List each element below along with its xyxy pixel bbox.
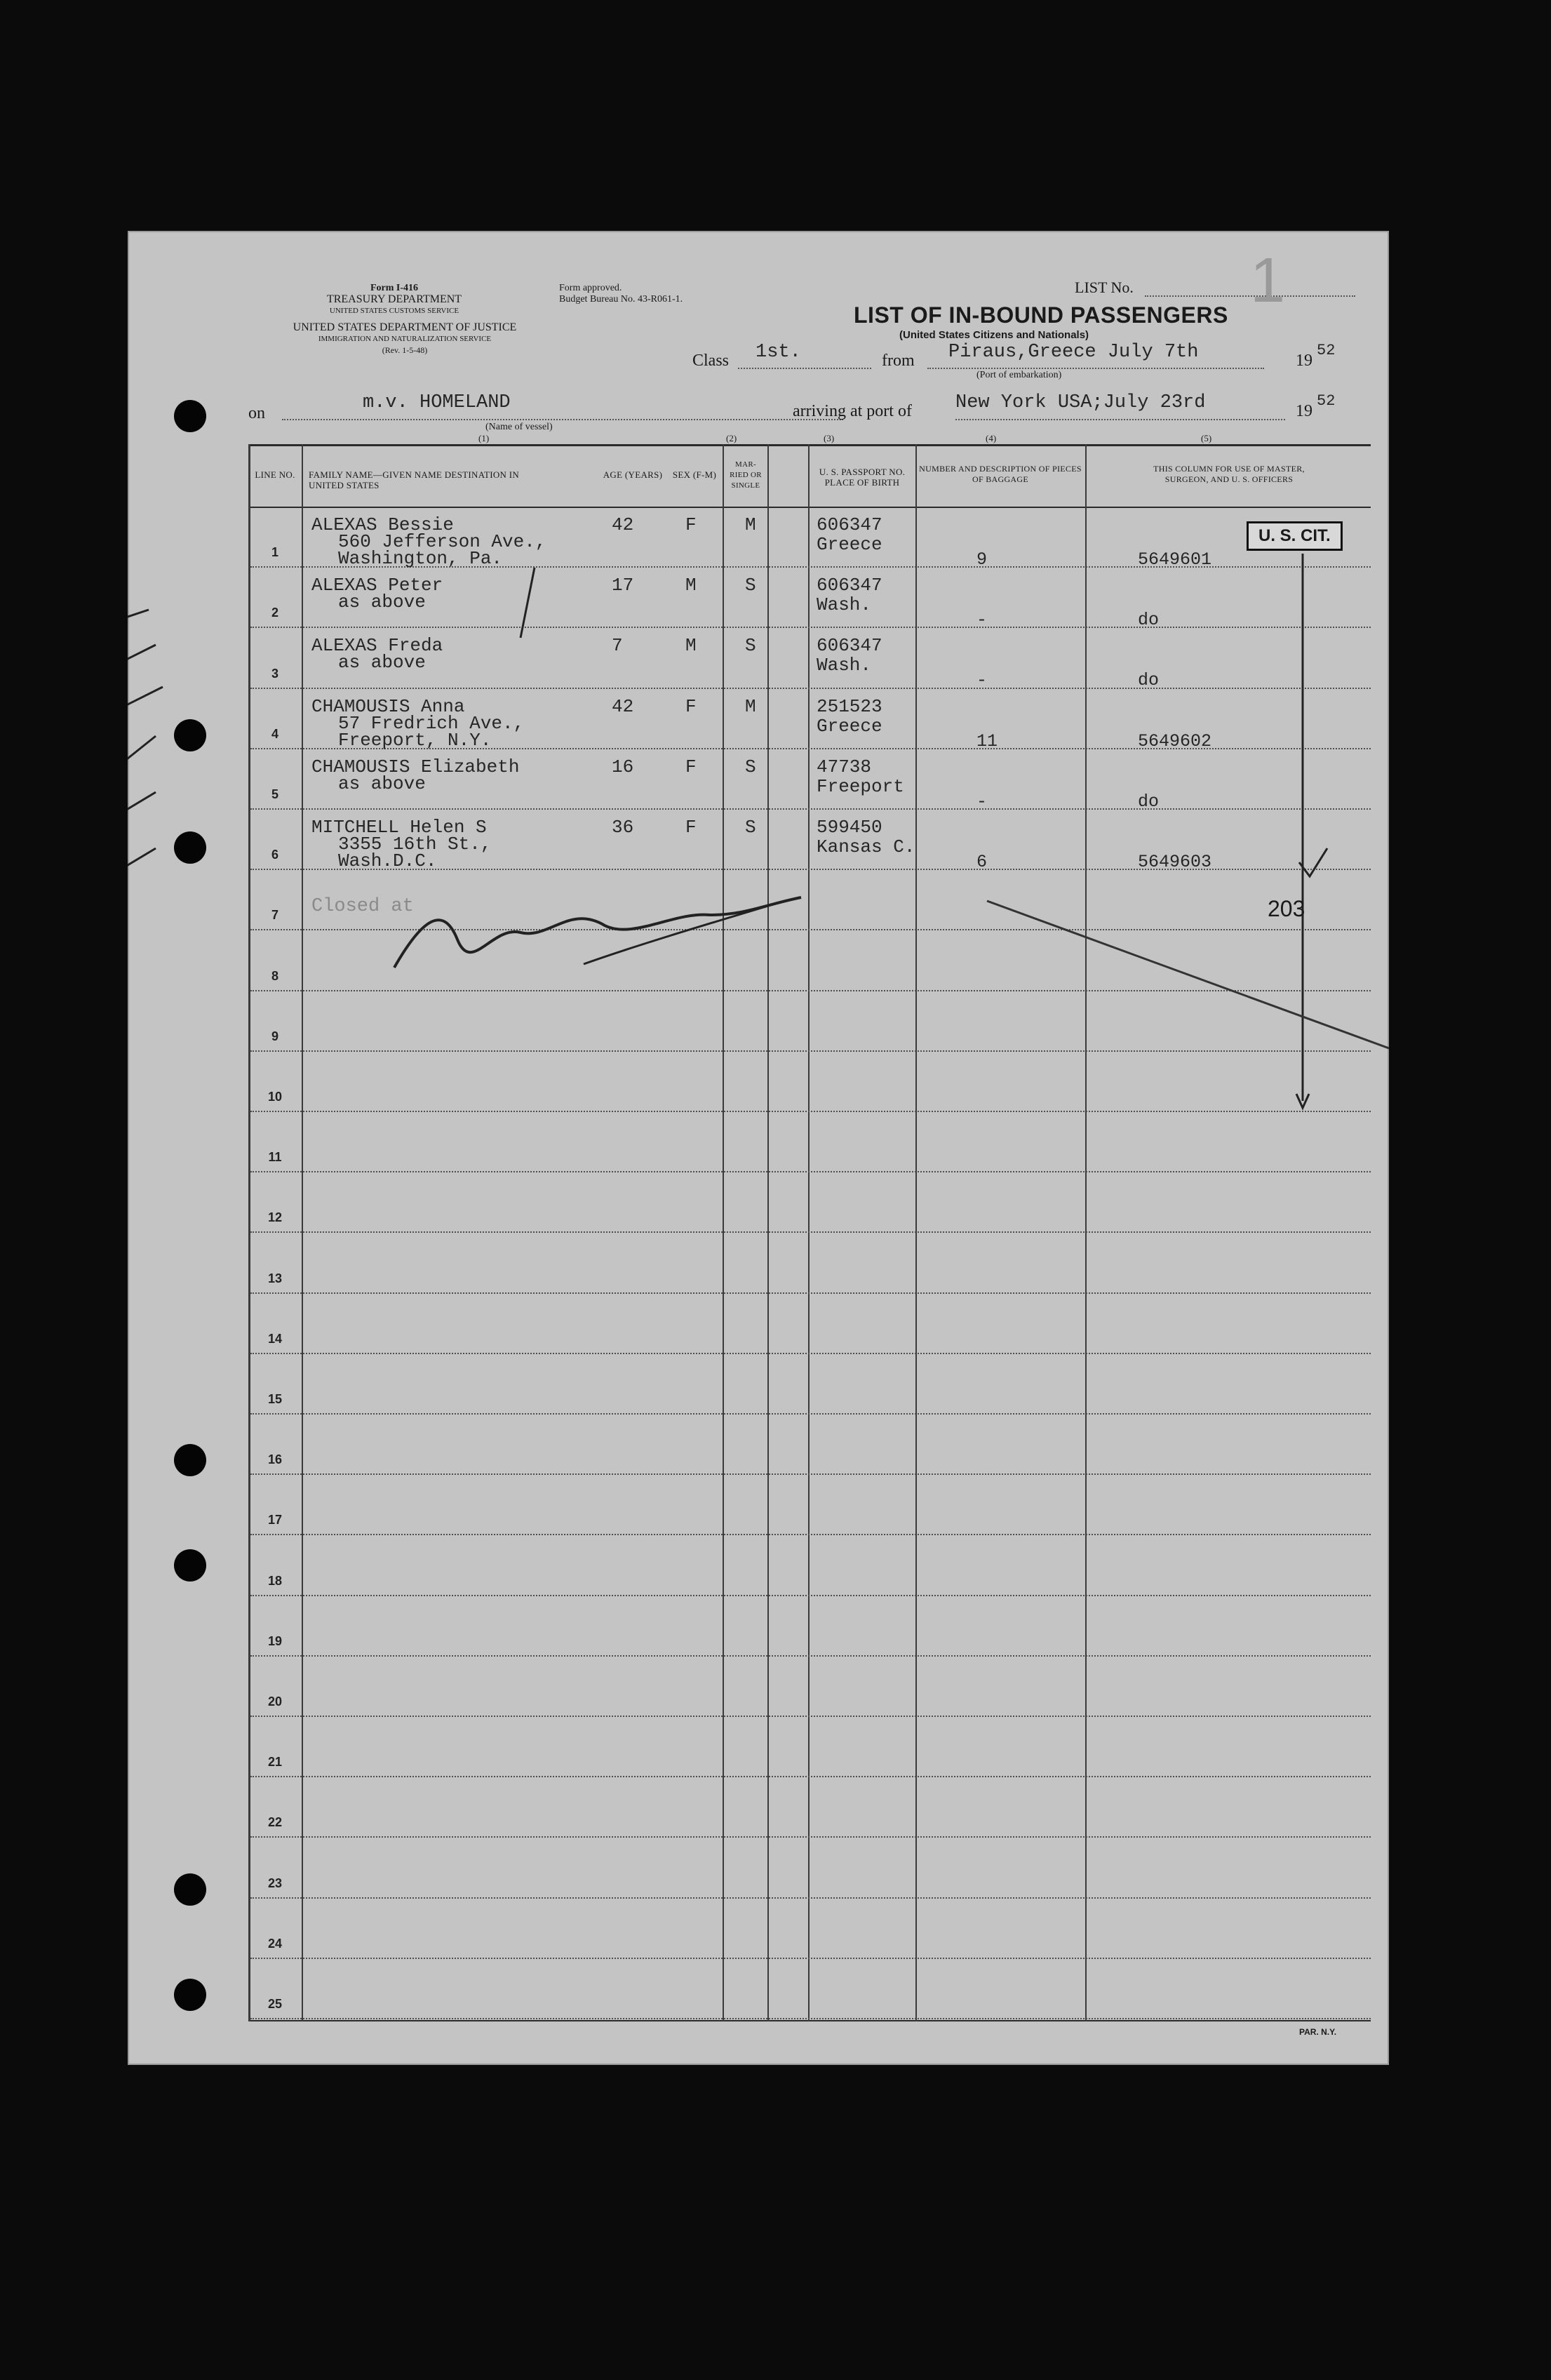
signature-underline xyxy=(584,904,773,964)
passenger-name: MITCHELL Helen S xyxy=(311,817,487,838)
officer-signature xyxy=(394,897,801,968)
line-number: 11 xyxy=(268,1150,282,1164)
officer-note: do xyxy=(1138,670,1160,690)
baggage-count: 6 xyxy=(976,852,988,872)
passenger-name: ALEXAS Freda xyxy=(311,635,443,656)
line-number: 21 xyxy=(267,1755,283,1769)
line-number: 1 xyxy=(271,545,278,559)
line-number: 24 xyxy=(267,1937,283,1951)
passenger-sex: M xyxy=(685,575,697,596)
passenger-age: 42 xyxy=(612,696,634,717)
destination-line-1: 3355 16th St., xyxy=(338,834,492,855)
embarkation-value: Piraus,Greece July 7th xyxy=(948,342,1199,363)
baggage-count: 9 xyxy=(976,549,988,570)
class-label: Class xyxy=(692,352,730,370)
treasury-dept: TREASURY DEPARTMENT xyxy=(326,293,462,305)
passenger-total: 203 xyxy=(1268,896,1305,921)
handwritten-list-number: 1 xyxy=(1250,246,1286,316)
line-number: 9 xyxy=(271,1029,278,1043)
line-number: 13 xyxy=(267,1271,283,1285)
header-sex: SEX (F-M) xyxy=(672,469,717,480)
header-baggage: NUMBER AND DESCRIPTION OF PIECES OF BAGGAGE xyxy=(919,464,1082,484)
passport-number: 606347 xyxy=(817,514,882,535)
baggage-count: - xyxy=(976,791,988,812)
class-value: 1st. xyxy=(756,342,801,363)
handwritten-marks xyxy=(128,231,1389,2065)
officer-note: 5649601 xyxy=(1138,549,1212,570)
line-number: 10 xyxy=(267,1090,283,1104)
revision: (Rev. 1-5-48) xyxy=(382,345,428,355)
passenger-name: CHAMOUSIS Elizabeth xyxy=(311,756,520,777)
header-name: FAMILY NAME—GIVEN NAME DESTINATION IN UNITED STATES xyxy=(309,469,520,490)
col-num-1: (1) xyxy=(478,433,490,443)
destination-line-1: as above xyxy=(338,652,426,673)
binder-hole-7 xyxy=(174,1979,206,2011)
destination-line-2: Wash.D.C. xyxy=(338,850,437,871)
destination-line-2: Freeport, N.Y. xyxy=(338,730,492,751)
year-value: 52 xyxy=(1317,342,1336,359)
passenger-sex: M xyxy=(685,635,697,656)
binder-hole-2 xyxy=(174,719,206,751)
place-of-birth: Greece xyxy=(817,716,882,737)
passenger-sex: F xyxy=(685,696,697,717)
line-number: 25 xyxy=(267,1997,283,2011)
printer-mark: PAR. N.Y. xyxy=(1299,2027,1337,2037)
line-number: 18 xyxy=(267,1574,283,1588)
pen-stroke xyxy=(521,568,535,638)
passenger-age: 17 xyxy=(612,575,634,596)
binder-hole-4 xyxy=(174,1444,206,1476)
line-number: 8 xyxy=(271,969,278,983)
col-num-2: (2) xyxy=(726,433,737,443)
col-num-5: (5) xyxy=(1201,433,1212,443)
line-number: 20 xyxy=(267,1694,283,1709)
col-num-3: (3) xyxy=(824,433,835,443)
check-mark-row6 xyxy=(1299,848,1327,876)
year2-prefix: 19 xyxy=(1296,402,1312,420)
marital-status: S xyxy=(745,635,756,656)
passenger-age: 7 xyxy=(612,635,623,656)
passenger-name: ALEXAS Bessie xyxy=(311,514,454,535)
us-citizen-stamp: U. S. CIT. xyxy=(1247,521,1343,551)
baggage-count: 11 xyxy=(976,731,998,751)
line-number: 22 xyxy=(267,1815,283,1829)
baggage-count: - xyxy=(976,610,988,630)
line-number: 19 xyxy=(267,1634,283,1648)
passenger-sex: F xyxy=(685,756,697,777)
marital-status: M xyxy=(745,696,756,717)
diagonal-cancel-line xyxy=(987,901,1389,1048)
customs-service: UNITED STATES CUSTOMS SERVICE xyxy=(329,307,459,315)
line-number: 2 xyxy=(271,606,278,620)
header-officers: THIS COLUMN FOR USE OF MASTER, SURGEON, AND U. S. OFFICERS xyxy=(1153,464,1305,484)
passenger-age: 16 xyxy=(612,756,634,777)
marital-status: M xyxy=(745,514,756,535)
header-age: AGE (YEARS) xyxy=(603,469,663,480)
vessel-caption: (Name of vessel) xyxy=(485,422,553,432)
officer-note: 5649603 xyxy=(1138,852,1212,872)
passport-number: 606347 xyxy=(817,635,882,656)
passenger-sex: F xyxy=(685,514,697,535)
header-passport: U. S. PASSPORT NO. PLACE OF BIRTH xyxy=(819,467,906,488)
passport-number: 47738 xyxy=(817,756,872,777)
place-of-birth: Wash. xyxy=(817,594,872,615)
destination-line-1: 560 Jefferson Ave., xyxy=(338,531,546,552)
place-of-birth: Wash. xyxy=(817,655,872,676)
passenger-age: 42 xyxy=(612,514,634,535)
officer-note: 5649602 xyxy=(1138,731,1212,751)
passenger-name: ALEXAS Peter xyxy=(311,575,443,596)
col-num-4: (4) xyxy=(986,433,997,443)
passenger-age: 36 xyxy=(612,817,634,838)
manifest-sheet xyxy=(128,231,1389,2065)
line-number: 4 xyxy=(271,727,278,741)
form-approved: Form approved. xyxy=(559,283,622,293)
arriving-label: arriving at port of xyxy=(793,402,912,420)
from-label: from xyxy=(882,352,915,370)
marital-status: S xyxy=(745,756,756,777)
passenger-sex: F xyxy=(685,817,697,838)
line-number: 23 xyxy=(267,1876,283,1890)
line-number: 3 xyxy=(271,667,278,681)
passenger-name: CHAMOUSIS Anna xyxy=(311,696,465,717)
place-of-birth: Greece xyxy=(817,534,882,555)
header-line-no: LINE NO. xyxy=(255,469,295,480)
binder-hole-6 xyxy=(174,1873,206,1906)
year2-value: 52 xyxy=(1317,392,1336,410)
closed-at-note: Closed at xyxy=(311,896,414,917)
line-number: 5 xyxy=(271,787,278,801)
justice-dept: UNITED STATES DEPARTMENT OF JUSTICE xyxy=(293,321,517,333)
marital-status: S xyxy=(745,575,756,596)
line-number: 15 xyxy=(267,1392,283,1406)
line-number: 16 xyxy=(267,1452,283,1466)
passport-number: 606347 xyxy=(817,575,882,596)
passport-number: 251523 xyxy=(817,696,882,717)
passport-number: 599450 xyxy=(817,817,882,838)
arrival-port-value: New York USA;July 23rd xyxy=(955,392,1206,413)
year-prefix: 19 xyxy=(1296,352,1312,370)
destination-line-1: as above xyxy=(338,591,426,613)
binder-hole-5 xyxy=(174,1549,206,1582)
vessel-name: m.v. HOMELAND xyxy=(363,392,511,413)
line-number: 17 xyxy=(267,1513,283,1527)
check-marks xyxy=(128,610,163,869)
officer-note: do xyxy=(1138,791,1160,812)
form-number: Form I-416 xyxy=(370,283,419,293)
binder-hole-3 xyxy=(174,831,206,864)
on-label: on xyxy=(248,404,265,422)
destination-line-1: as above xyxy=(338,773,426,794)
list-no-label: LIST No. xyxy=(1075,279,1134,296)
embarkation-caption: (Port of embarkation) xyxy=(976,370,1062,380)
place-of-birth: Kansas C. xyxy=(817,836,915,857)
document-subtitle: (United States Citizens and Nationals) xyxy=(899,329,1089,341)
line-number: 6 xyxy=(271,848,278,862)
document-title: LIST OF IN-BOUND PASSENGERS xyxy=(854,302,1228,328)
officer-note: do xyxy=(1138,610,1160,630)
line-number: 7 xyxy=(271,908,278,922)
baggage-count: - xyxy=(976,670,988,690)
header-married: MAR-RIED OR SINGLE xyxy=(730,460,762,490)
line-number: 14 xyxy=(267,1332,283,1346)
binder-hole-1 xyxy=(174,400,206,432)
destination-line-1: 57 Fredrich Ave., xyxy=(338,713,525,734)
marital-status: S xyxy=(745,817,756,838)
line-number: 12 xyxy=(267,1210,283,1224)
place-of-birth: Freeport xyxy=(817,776,904,797)
ins-service: IMMIGRATION AND NATURALIZATION SERVICE xyxy=(318,335,492,343)
budget-bureau: Budget Bureau No. 43-R061-1. xyxy=(559,294,683,305)
destination-line-2: Washington, Pa. xyxy=(338,548,503,569)
